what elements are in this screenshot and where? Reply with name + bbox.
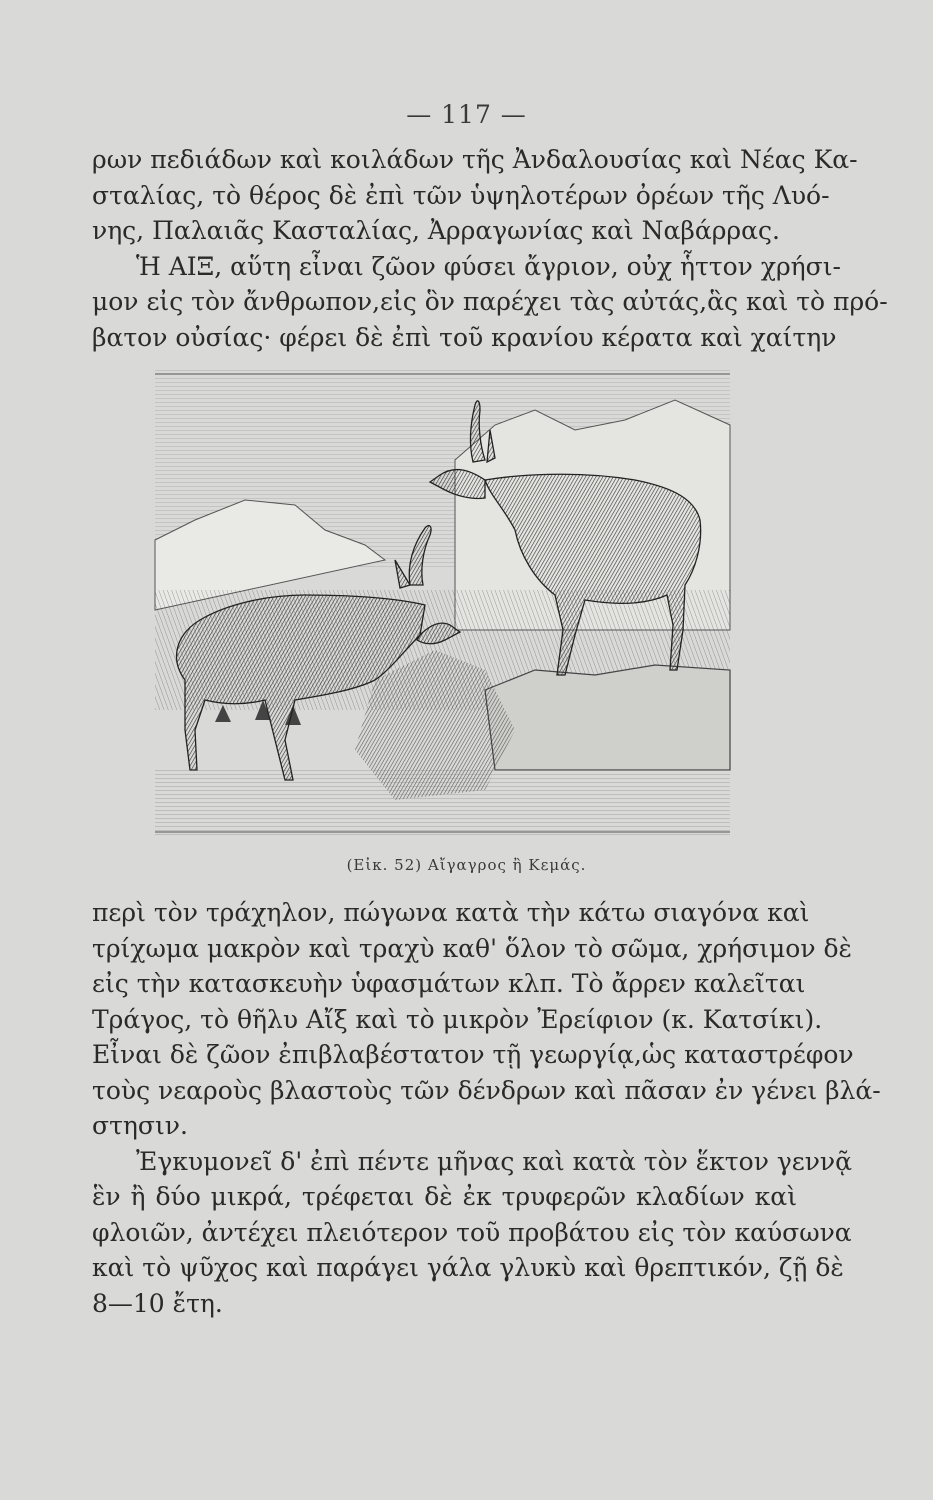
text-line: καὶ τὸ ψῦχος καὶ παράγει γάλα γλυκὺ καὶ θρεπτικόν, ζῇ δὲ bbox=[92, 1253, 844, 1282]
figure-caption: (Εἰκ. 52) Αἴγαγρος ἢ Κεμάς. bbox=[346, 856, 587, 874]
text-line: φλοιῶν, ἀντέχει πλειότερον τοῦ προβάτου εἰς τὸν καύσωνα bbox=[92, 1217, 852, 1247]
text-line: Ἡ ΑΙΞ, αὕτη εἶναι ζῶον φύσει ἄγριον, οὐχ ἧττον χρήσι- bbox=[136, 251, 841, 281]
text-line: περὶ τὸν τράχηλον, πώγωνα κατὰ τὴν κάτω σιαγόνα καὶ bbox=[92, 898, 810, 927]
text-block-top bbox=[92, 142, 888, 355]
text-line: Ἐγκυμονεῖ δ' ἐπὶ πέντε μῆνας καὶ κατὰ τὸν ἕκτον γεννᾷ bbox=[136, 1146, 853, 1176]
text-line: βατον οὐσίας· φέρει δὲ ἐπὶ τοῦ κρανίου κέρατα καὶ χαίτην bbox=[92, 322, 837, 352]
text-line: 8—10 ἔτη. bbox=[92, 1288, 223, 1318]
text-line: τοὺς νεαροὺς βλαστοὺς τῶν δένδρων καὶ πᾶσαν ἐν γένει βλά- bbox=[92, 1075, 881, 1105]
text-line: Τράγος, τὸ θῆλυ Αἴξ καὶ τὸ μικρὸν Ἐρείφιον (κ. Κατσίκι). bbox=[92, 1004, 823, 1034]
text-line: νης, Παλαιᾶς Κασταλίας, Ἀρραγωνίας καὶ Ναβάρρας. bbox=[92, 216, 780, 245]
text-block-bottom bbox=[92, 895, 881, 1321]
text-line: μον εἰς τὸν ἄνθρωπον,εἰς ὃν παρέχει τὰς αὐτάς,ἃς καὶ τὸ πρό- bbox=[92, 287, 888, 316]
text-line: σταλίας, τὸ θέρος δὲ ἐπὶ τῶν ὑψηλοτέρων ὀρέων τῆς Λυό- bbox=[92, 180, 830, 210]
text-line: Εἶναι δὲ ζῶον ἐπιβλαβέστατον τῇ γεωργίᾳ,ὡς καταστρέφον bbox=[92, 1040, 854, 1069]
chamois-engraving bbox=[155, 370, 730, 835]
text-line: εἰς τὴν κατασκευὴν ὑφασμάτων κλπ. Τὸ ἄρρεν καλεῖται bbox=[92, 969, 806, 998]
text-line: τρίχωμα μακρὸν καὶ τραχὺ καθ' ὅλον τὸ σῶμα, χρήσιμον δὲ bbox=[92, 933, 852, 963]
text-line: στησιν. bbox=[92, 1111, 188, 1140]
text-line: ρων πεδιάδων καὶ κοιλάδων τῆς Ἀνδαλουσίας καὶ Νέας Κα- bbox=[92, 145, 858, 174]
page-number: — 117 — bbox=[406, 100, 527, 129]
text-line: ἓν ἢ δύο μικρά, τρέφεται δὲ ἐκ τρυφερῶν κλαδίων καὶ bbox=[92, 1182, 797, 1211]
